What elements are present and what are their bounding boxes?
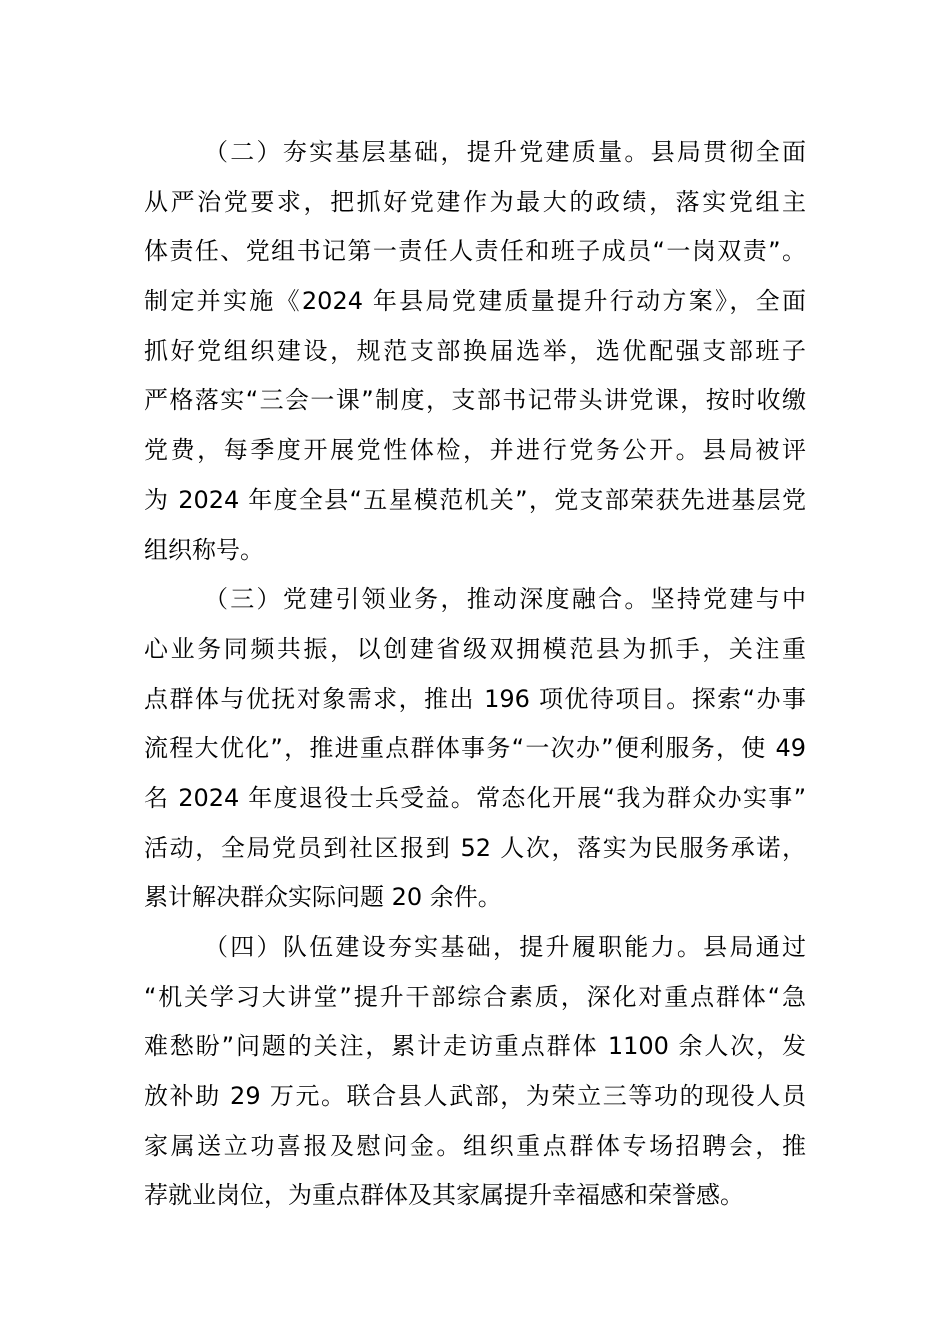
text-line: 体责任、党组书记第一责任人责任和班子成员“一岗双责”。 [144,237,806,266]
text-line: “机关学习大讲堂”提升干部综合素质，深化对重点群体“急 [144,982,806,1011]
text-line: 活动，全局党员到社区报到 52 人次，落实为民服务承诺， [144,833,806,862]
text-line: 点群体与优抚对象需求，推出 196 项优待项目。探索“办事 [144,684,806,713]
text-line: 从严治党要求，把抓好党建作为最大的政绩，落实党组主 [144,187,806,216]
text-line: 心业务同频共振，以创建省级双拥模范县为抓手，关注重 [144,634,806,663]
text-line: 累计解决群众实际问题 20 余件。 [144,883,502,912]
paragraph-three [144,575,806,923]
paragraph-two [144,128,806,575]
text-line: 名 2024 年度退役士兵受益。常态化开展“我为群众办实事” [144,783,806,812]
paragraph-four [144,923,806,1221]
text-line: 家属送立功喜报及慰问金。组织重点群体专场招聘会，推 [144,1131,806,1160]
text-line: 荐就业岗位，为重点群体及其家属提升幸福感和荣誉感。 [144,1181,744,1210]
text-line: 抓好党组织建设，规范支部换届选举，选优配强支部班子 [144,336,806,365]
text-line: （三）党建引领业务，推动深度融合。坚持党建与中 [204,585,806,614]
text-line: 放补助 29 万元。联合县人武部，为荣立三等功的现役人员 [144,1082,806,1111]
text-line: 流程大优化”，推进重点群体事务“一次办”便利服务，使 49 [144,734,806,763]
text-line: 难愁盼”问题的关注，累计走访重点群体 1100 余人次，发 [144,1032,806,1061]
text-line: 严格落实“三会一课”制度，支部书记带头讲党课，按时收缴 [144,386,806,415]
text-line: （四）队伍建设夯实基础，提升履职能力。县局通过 [204,933,806,961]
text-line: （二）夯实基层基础，提升党建质量。县局贯彻全面 [204,138,806,166]
text-line: 党费，每季度开展党性体检，并进行党务公开。县局被评 [144,436,806,465]
text-line: 制定并实施《2024 年县局党建质量提升行动方案》，全面 [144,287,806,316]
document-body [144,128,806,1221]
text-line: 组织称号。 [144,535,264,564]
text-line: 为 2024 年度全县“五星模范机关”，党支部荣获先进基层党 [144,485,806,514]
